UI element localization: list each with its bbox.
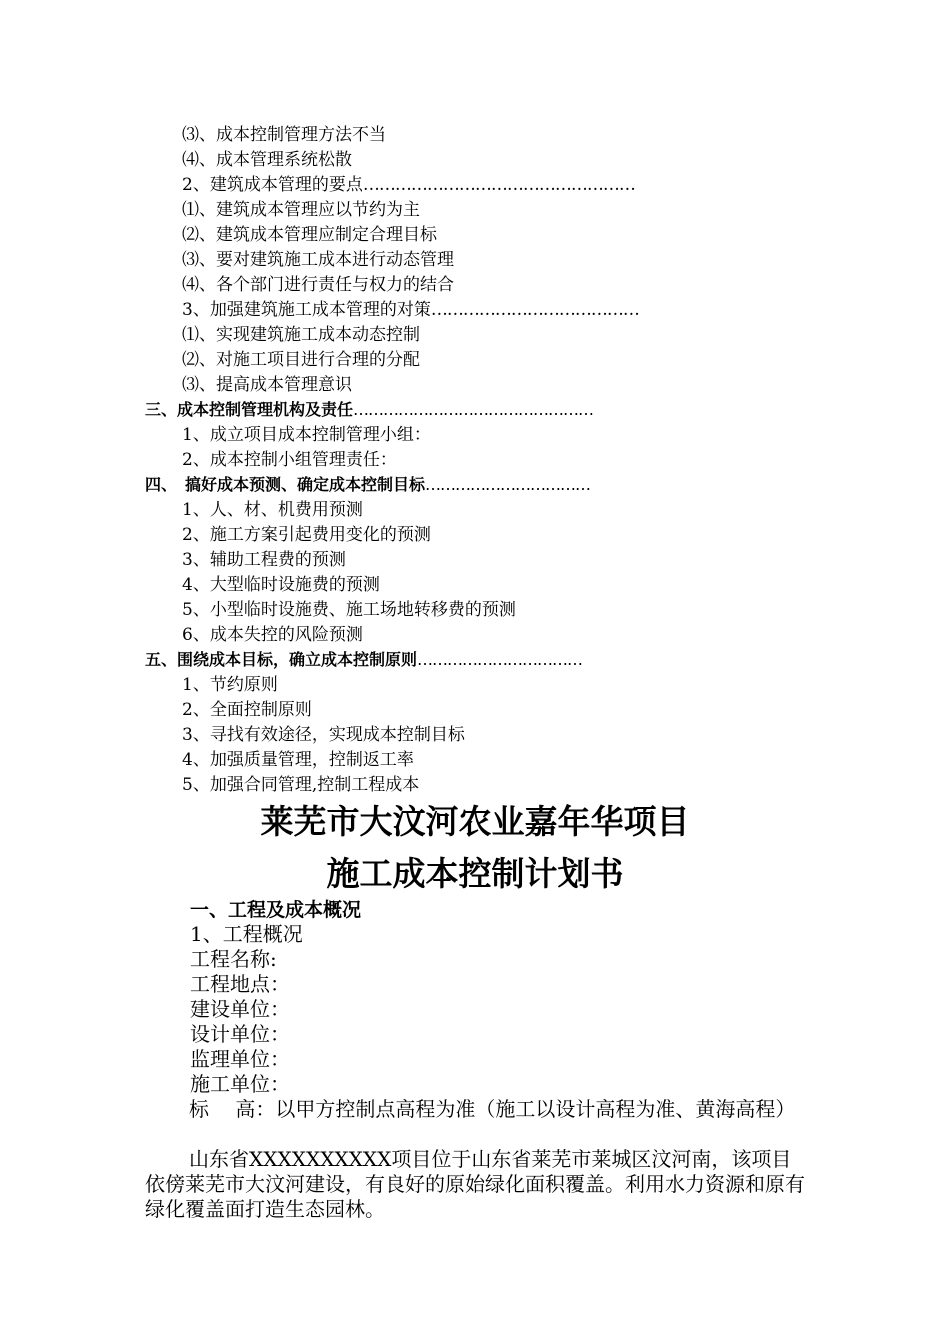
toc-item[interactable]: ⑵、对施工项目进行合理的分配: [182, 350, 420, 370]
toc-item[interactable]: 1、人、材、机费用预测: [182, 500, 363, 520]
section-heading: 一、工程及成本概况: [190, 899, 362, 921]
toc-item[interactable]: ⑷、成本管理系统松散: [182, 150, 352, 170]
elevation-paragraph: 标 高：以甲方控制点高程为准（施工以设计高程为准、黄海高程）: [189, 1097, 796, 1121]
project-description-paragraph: 山东省XXXXXXXXXX项目位于山东省莱芜市莱城区汶河南，该项目依傍莱芜市大汶河建设，有良好的原始绿化面积覆盖。利用水力资源和原有绿化覆盖面打造生态园林。: [145, 1147, 805, 1221]
field-owner: 建设单位：: [190, 997, 290, 1021]
toc-item[interactable]: 6、成本失控的风险预测: [182, 625, 363, 645]
toc-item[interactable]: 5、加强合同管理,控制工程成本: [182, 775, 420, 795]
field-supervisor: 监理单位：: [190, 1047, 290, 1071]
toc-section-heading[interactable]: 五、围绕成本目标，确立成本控制原则……………………………: [145, 650, 583, 669]
toc-item[interactable]: ⑷、各个部门进行责任与权力的结合: [182, 275, 454, 295]
toc-item[interactable]: 4、加强质量管理，控制返工率: [182, 750, 414, 770]
toc-item[interactable]: 2、成本控制小组管理责任：: [182, 450, 397, 470]
document-title-line2: 施工成本控制计划书: [326, 854, 624, 893]
field-contractor: 施工单位：: [190, 1072, 290, 1096]
toc-item[interactable]: 5、小型临时设施费、施工场地转移费的预测: [182, 600, 516, 620]
toc-item[interactable]: 1、成立项目成本控制管理小组：: [182, 425, 431, 445]
toc-item[interactable]: 3、辅助工程费的预测: [182, 550, 346, 570]
toc-item[interactable]: 2、全面控制原则: [182, 700, 312, 720]
toc-item[interactable]: ⑶、提高成本管理意识: [182, 375, 352, 395]
toc-item[interactable]: ⑶、成本控制管理方法不当: [182, 125, 386, 145]
toc-item[interactable]: 2、建筑成本管理的要点……………………………………………: [182, 175, 635, 195]
toc-item[interactable]: ⑵、建筑成本管理应制定合理目标: [182, 225, 437, 245]
toc-section-heading[interactable]: 三、成本控制管理机构及责任…………………………………………: [145, 400, 594, 419]
toc-section-heading[interactable]: 四、 搞好成本预测、确定成本控制目标……………………………: [145, 475, 591, 494]
toc-item[interactable]: 2、施工方案引起费用变化的预测: [182, 525, 431, 545]
document-title-line1: 莱芜市大汶河农业嘉年华项目: [260, 802, 690, 841]
toc-item[interactable]: ⑶、要对建筑施工成本进行动态管理: [182, 250, 454, 270]
toc-item[interactable]: 3、寻找有效途径，实现成本控制目标: [182, 725, 465, 745]
toc-item[interactable]: 1、节约原则: [182, 675, 278, 695]
field-project-name: 工程名称:: [190, 947, 277, 971]
field-designer: 设计单位：: [190, 1022, 290, 1046]
toc-item[interactable]: 4、大型临时设施费的预测: [182, 575, 380, 595]
toc-item[interactable]: ⑴、建筑成本管理应以节约为主: [182, 200, 420, 220]
subsection-heading: 1、工程概况: [190, 922, 303, 946]
field-project-location: 工程地点：: [190, 972, 290, 996]
toc-item[interactable]: 3、加强建筑施工成本管理的对策…………………………………: [182, 300, 639, 320]
toc-item[interactable]: ⑴、实现建筑施工成本动态控制: [182, 325, 420, 345]
